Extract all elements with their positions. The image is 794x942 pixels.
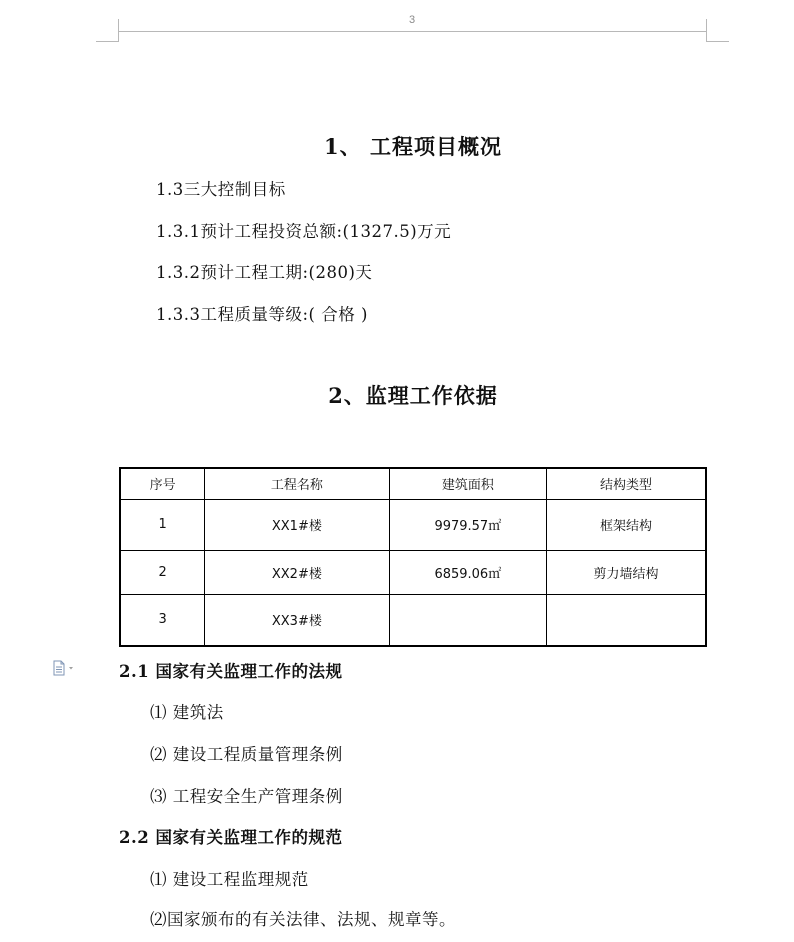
cell-structure: 剪力墙结构 xyxy=(547,550,706,594)
header-structure: 结构类型 xyxy=(547,468,706,499)
page-number: 3 xyxy=(408,14,416,26)
header-corner-right xyxy=(706,19,729,42)
cell-structure: 框架结构 xyxy=(547,499,706,550)
table-row xyxy=(120,594,706,646)
header-rule xyxy=(118,31,706,32)
header-index: 序号 xyxy=(120,468,205,499)
law-item: ⑴ 建筑法 xyxy=(150,703,224,722)
laws-title: 2.1 国家有关监理工作的法规 xyxy=(119,662,343,681)
section-2-title: 2、监理工作依据 xyxy=(328,383,498,408)
cell-structure xyxy=(547,594,706,646)
header-corner-left xyxy=(96,19,119,42)
law-item: ⑵ 建设工程质量管理条例 xyxy=(150,745,343,764)
cell-name: XX1#楼 xyxy=(205,499,389,550)
table-row xyxy=(120,550,706,594)
norm-item: ⑵国家颁布的有关法律、法规、规章等。 xyxy=(150,910,456,929)
project-table xyxy=(119,467,707,647)
cell-index: 3 xyxy=(120,594,205,646)
duration-line: 1.3.2预计工程工期:(280)天 xyxy=(156,263,373,282)
section-1-title: 1、 工程项目概况 xyxy=(324,134,502,159)
cell-area: 6859.06㎡ xyxy=(389,550,547,594)
document-icon[interactable] xyxy=(52,660,76,676)
norm-item: ⑴ 建设工程监理规范 xyxy=(150,870,309,889)
cell-index: 2 xyxy=(120,550,205,594)
cell-name: XX2#楼 xyxy=(205,550,389,594)
law-item: ⑶ 工程安全生产管理条例 xyxy=(150,787,343,806)
cell-area: 9979.57㎡ xyxy=(389,499,547,550)
table-row xyxy=(120,499,706,550)
header-area: 建筑面积 xyxy=(389,468,547,499)
cell-name: XX3#楼 xyxy=(205,594,389,646)
norms-title: 2.2 国家有关监理工作的规范 xyxy=(119,828,343,847)
investment-line: 1.3.1预计工程投资总额:(1327.5)万元 xyxy=(156,222,452,241)
cell-index: 1 xyxy=(120,499,205,550)
quality-line: 1.3.3工程质量等级:( 合格 ) xyxy=(156,305,368,324)
header-name: 工程名称 xyxy=(205,468,389,499)
control-goals-line: 1.3三大控制目标 xyxy=(156,180,286,199)
cell-area xyxy=(389,594,547,646)
table-header-row xyxy=(120,468,706,499)
